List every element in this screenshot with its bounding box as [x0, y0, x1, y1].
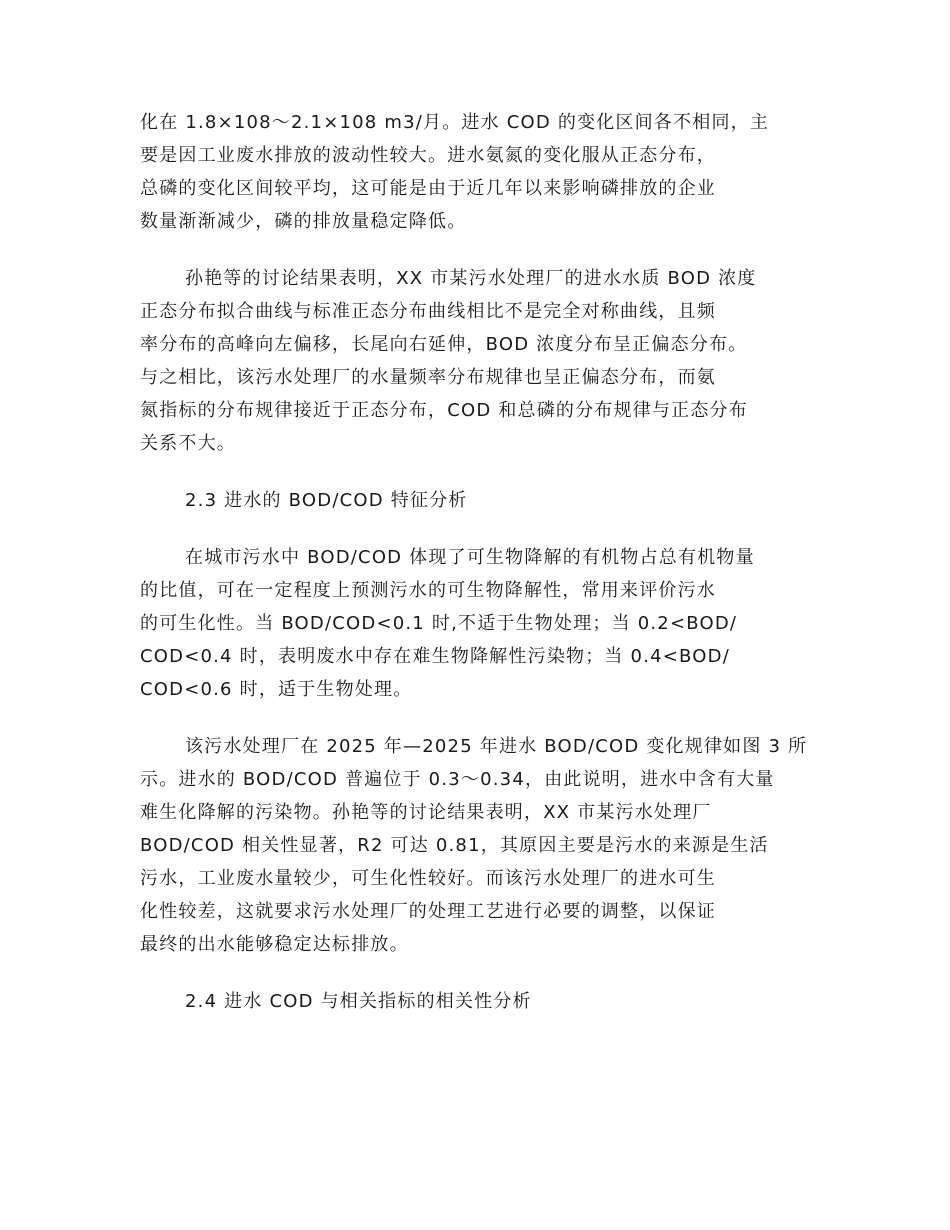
text-line: 率分布的高峰向左偏移，长尾向右延伸，BOD 浓度分布呈正偏态分布。	[140, 334, 748, 355]
text-line: 正态分布拟合曲线与标准正态分布曲线相比不是完全对称曲线，且频	[140, 301, 716, 322]
text-line: 氮指标的分布规律接近于正态分布，COD 和总磷的分布规律与正态分布	[140, 400, 748, 421]
text-line: COD<0.6 时，适于生物处理。	[140, 679, 413, 700]
text-line: 在城市污水中 BOD/COD 体现了可生物降解的有机物占总有机物量	[185, 547, 755, 568]
text-line: 示。进水的 BOD/COD 普遍位于 0.3～0.34，由此说明，进水中含有大量	[140, 769, 775, 790]
section-heading-2-4	[140, 985, 808, 1018]
text-line: 要是因工业废水排放的波动性较大。进水氨氮的变化服从正态分布，	[140, 145, 716, 166]
section-title: 2.4 进水 COD 与相关指标的相关性分析	[185, 991, 532, 1012]
paragraph-sun-yan-findings	[140, 262, 808, 460]
text-line: COD<0.4 时，表明废水中存在难生物降解性污染物；当 0.4<BOD/	[140, 646, 730, 667]
paragraph-flow-distribution	[140, 106, 808, 238]
text-line: 最终的出水能够稳定达标排放。	[140, 934, 409, 955]
text-line: 的比值，可在一定程度上预测污水的可生物降解性，常用来评价污水	[140, 580, 716, 601]
text-line: 难生化降解的污染物。孙艳等的讨论结果表明，XX 市某污水处理厂	[140, 802, 712, 823]
text-line: 与之相比，该污水处理厂的水量频率分布规律也呈正偏态分布，而氨	[140, 367, 716, 388]
text-line: 该污水处理厂在 2025 年—2025 年进水 BOD/COD 变化规律如图 3 所	[185, 736, 808, 757]
paragraph-bod-cod-definition	[140, 541, 808, 706]
text-line: 的可生化性。当 BOD/COD<0.1 时,不适于生物处理；当 0.2<BOD/	[140, 613, 738, 634]
text-line: 化在 1.8×108～2.1×108 m3/月。进水 COD 的变化区间各不相同，主	[140, 112, 770, 133]
text-line: 污水，工业废水量较少，可生化性较好。而该污水处理厂的进水可生	[140, 868, 716, 889]
document-page	[140, 106, 808, 1018]
section-heading-2-3	[140, 484, 808, 517]
text-line: 总磷的变化区间较平均，这可能是由于近几年以来影响磷排放的企业	[140, 178, 716, 199]
section-title: 2.3 进水的 BOD/COD 特征分析	[185, 490, 468, 511]
text-line: 关系不大。	[140, 433, 236, 454]
text-line: 化性较差，这就要求污水处理厂的处理工艺进行必要的调整，以保证	[140, 901, 716, 922]
text-line: BOD/COD 相关性显著，R2 可达 0.81，其原因主要是污水的来源是生活	[140, 835, 769, 856]
text-line: 数量渐渐减少，磷的排放量稳定降低。	[140, 211, 467, 232]
paragraph-bod-cod-trend	[140, 730, 808, 961]
text-line: 孙艳等的讨论结果表明，XX 市某污水处理厂的进水水质 BOD 浓度	[185, 268, 757, 289]
